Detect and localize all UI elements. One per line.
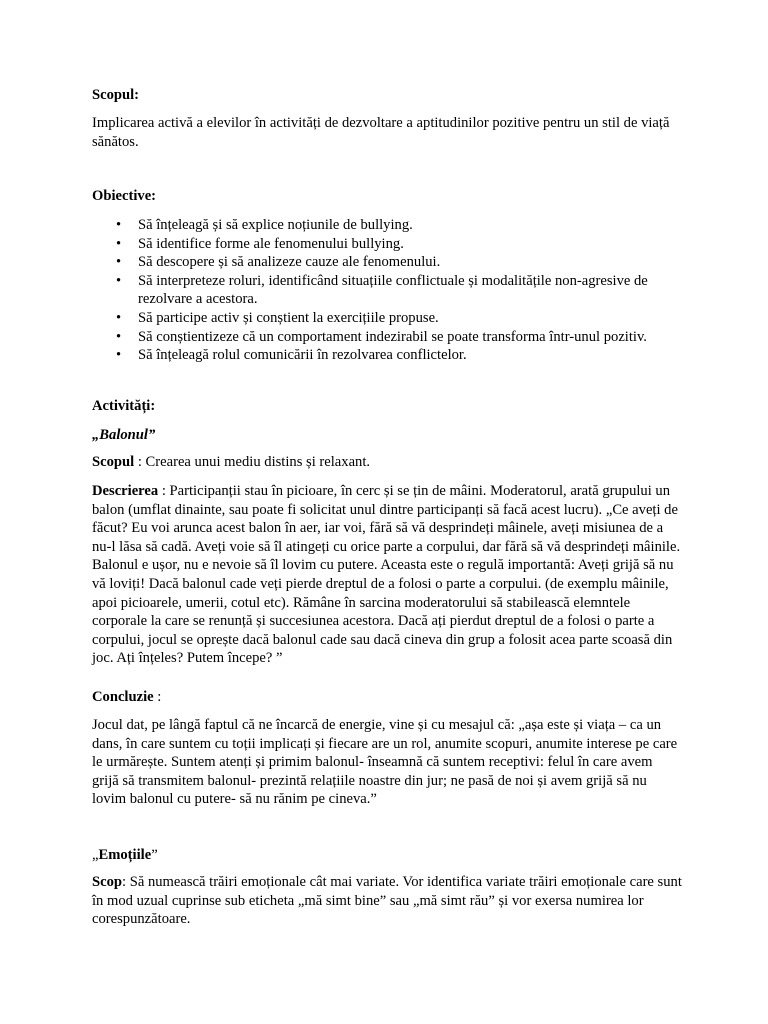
balonul-scop-label: Scopul — [92, 454, 135, 470]
balonul-title: „Balonul” — [92, 427, 156, 443]
list-item: • Să conștientizeze că un comportament indezirabil se poate transforma într-unul pozitiv. — [92, 328, 682, 347]
balonul-descriere-label: Descrierea — [92, 483, 159, 499]
balonul-scop-text: : Crearea unui mediu distins și relaxant. — [134, 454, 371, 470]
emotiile-title-open: „ — [92, 847, 99, 863]
emotiile-title — [92, 846, 682, 865]
scop-heading: Scopul: — [92, 87, 140, 103]
activitati-heading: Activități: — [92, 398, 156, 414]
list-item: • Să înțeleagă și să explice noțiunile de bullying. — [92, 216, 682, 235]
list-item: • Să identifice forme ale fenomenului bullying. — [92, 235, 682, 254]
list-item: • Să participe activ și conștient la exercițiile propuse. — [92, 309, 682, 328]
emotiile-scop-label: Scop — [92, 874, 123, 890]
emotiile-scop-text: : Să numească trăiri emoționale cât mai variate. Vor identifica variate trăiri emoționale care sunt în mod uzual cuprinse sub eticheta „mă simt bine” sau „mă simt rău” și vor exersa numirea lor corespunzătoare. — [92, 874, 682, 928]
balonul-concluzie-colon: : — [153, 689, 162, 705]
balonul-concluzie-label: Concluzie — [92, 689, 154, 705]
list-item: • Să descopere și să analizeze cauze ale fenomenului. — [92, 253, 682, 272]
scop-text: Implicarea activă a elevilor în activități de dezvoltare a aptitudinilor pozitive pentru un stil de viață sănătos. — [92, 115, 670, 150]
emotiile-title-close: ” — [151, 847, 158, 863]
balonul-concluzie-text: Jocul dat, pe lângă faptul că ne încarcă de energie, vine și cu mesajul că: „așa este și viața – ca un dans, în care suntem cu toții implicați și fiecare are un rol, anumite scopuri, anumite interese pe care le urmărește. Suntem atenți și primim balonul- înseamnă că suntem receptivi: felul în care avem grijă să transmitem balonul- prezintă relațiile noastre din jur; ne pasă de noi și avem grijă să nu lovim balonul cu putere- să nu rănim pe cineva.” — [92, 717, 678, 808]
balonul-descriere — [92, 482, 682, 668]
obiective-list — [92, 216, 682, 365]
obiective-heading: Obiective: — [92, 188, 157, 204]
balonul-concluzie-heading — [92, 688, 682, 707]
list-item: • Să înțeleagă rolul comunicării în rezolvarea conflictelor. — [92, 346, 682, 365]
emotiile-title-bold: Emoțiile — [98, 847, 152, 863]
balonul-descriere-text: : Participanții stau în picioare, în cerc și se țin de mâini. Moderatorul, arată grupului un balon (umflat dinainte, sau poate fi solicitat unul dintre participanți să facă acest lucru). „Ce aveți de făcut? Eu voi arunca acest balon în aer, iar voi, fără să vă desprindeți mâinele, aveți misiunea de a nu-l lăsa să cadă. Aveți voie să îl atingeți cu orice parte a corpului, dar fără să vă desprindeți mâinile. Balonul e ușor, nu e nevoie să îl lovim cu putere. Aceasta este o regulă importantă: Aveți grijă să nu vă loviți! Dacă balonul cade veți pierde dreptul de a folosi o parte a corpului. (de exemplu mâinile, apoi picioarele, umerii, cotul etc). Rămâne în sarcina moderatorului să stabilească elemntele corporale la care se renunță și succesiunea acestora. Dacă ați pierdut dreptul de a folosi o parte a corpului, jocul se oprește dacă balonul cade sau dacă cineva din grup a folosit acea parte scoasă din joc. Ați înțeles? Putem începe? ” — [92, 483, 681, 667]
balonul-scop — [92, 453, 682, 472]
list-item: • Să interpreteze roluri, identificând situațiile conflictuale și modalitățile non-agresive de rezolvare a acestora. — [92, 272, 682, 309]
emotiile-scop — [92, 873, 682, 929]
